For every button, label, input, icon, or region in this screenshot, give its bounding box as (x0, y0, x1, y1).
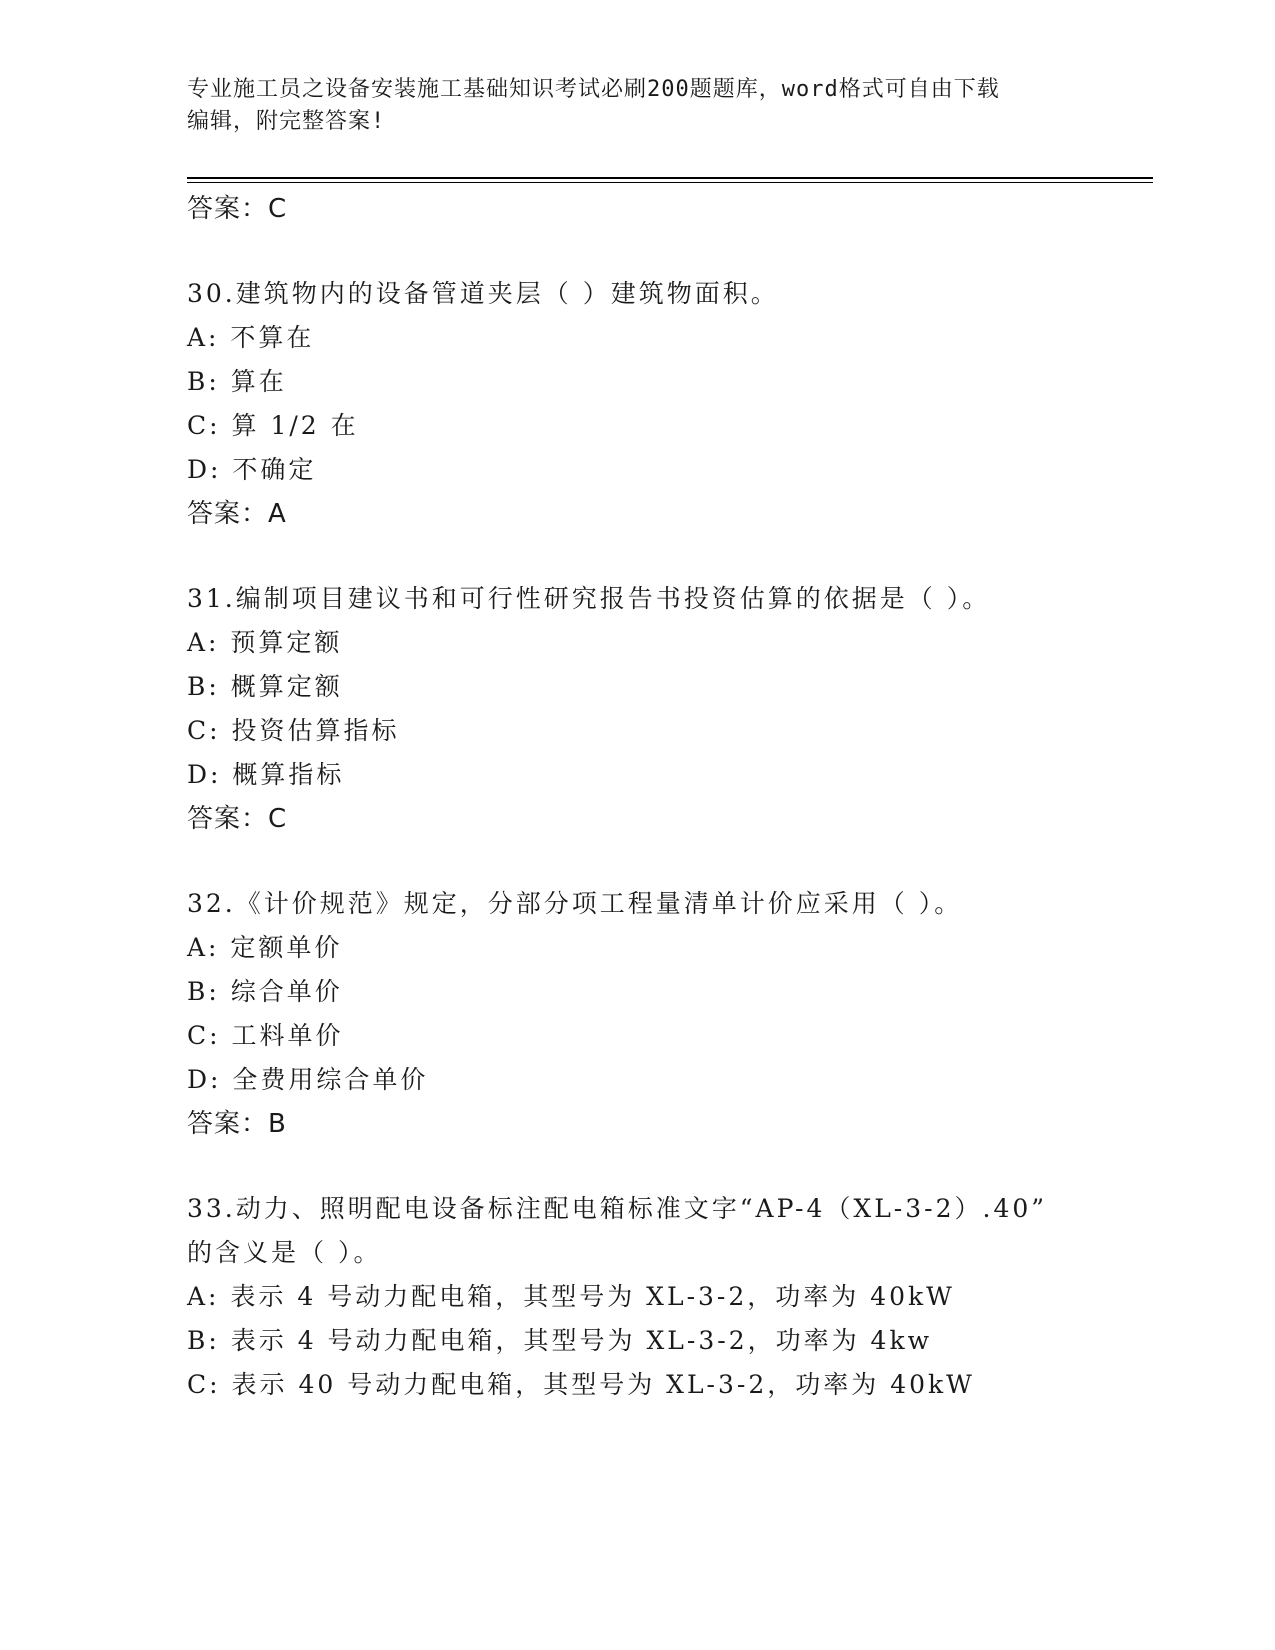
question-31-option-b: B: 概算定额 (187, 672, 343, 701)
question-30-option-a: A: 不算在 (187, 323, 315, 352)
document-header (187, 74, 1087, 138)
question-32-stem: 32.《计价规范》规定，分部分项工程量清单计价应采用（ ）。 (187, 889, 963, 918)
question-33-stem-continued: 的含义是（ ）。 (187, 1238, 382, 1267)
question-32-answer: 答案：B (187, 1109, 287, 1139)
question-32-option-d: D: 全费用综合单价 (187, 1065, 429, 1094)
question-30-answer: 答案：A (187, 499, 287, 529)
question-32-option-a: A: 定额单价 (187, 933, 343, 962)
question-32-option-b: B: 综合单价 (187, 977, 343, 1006)
question-32-option-c: C: 工料单价 (187, 1021, 344, 1050)
question-33-stem: 33.动力、照明配电设备标注配电箱标准文字“AP-4（XL-3-2）.40” (187, 1194, 1048, 1223)
question-30-option-d: D: 不确定 (187, 455, 317, 484)
question-30-stem: 30.建筑物内的设备管道夹层（ ）建筑物面积。 (187, 279, 779, 308)
question-30-option-b: B: 算在 (187, 367, 287, 396)
question-31-answer: 答案：C (187, 804, 288, 834)
question-33-option-a: A: 表示 4 号动力配电箱，其型号为 XL-3-2，功率为 40kW (187, 1282, 955, 1311)
question-31-option-a: A: 预算定额 (187, 628, 343, 657)
question-31-stem: 31.编制项目建议书和可行性研究报告书投资估算的依据是（ ）。 (187, 584, 991, 613)
header-divider-thick (187, 177, 1153, 179)
question-33-option-c: C: 表示 40 号动力配电箱，其型号为 XL-3-2，功率为 40kW (187, 1370, 975, 1399)
header-divider-thin (187, 182, 1153, 183)
question-31-option-c: C: 投资估算指标 (187, 716, 400, 745)
question-30-option-c: C: 算 1/2 在 (187, 411, 359, 440)
header-line-2: 编辑，附完整答案! (187, 109, 386, 134)
answer-line: 答案：C (187, 194, 288, 224)
question-31-option-d: D: 概算指标 (187, 760, 345, 789)
header-line-1: 专业施工员之设备安装施工基础知识考试必刷200题题库，word格式可自由下载 (187, 77, 1000, 102)
question-33-option-b: B: 表示 4 号动力配电箱，其型号为 XL-3-2，功率为 4kw (187, 1326, 932, 1355)
